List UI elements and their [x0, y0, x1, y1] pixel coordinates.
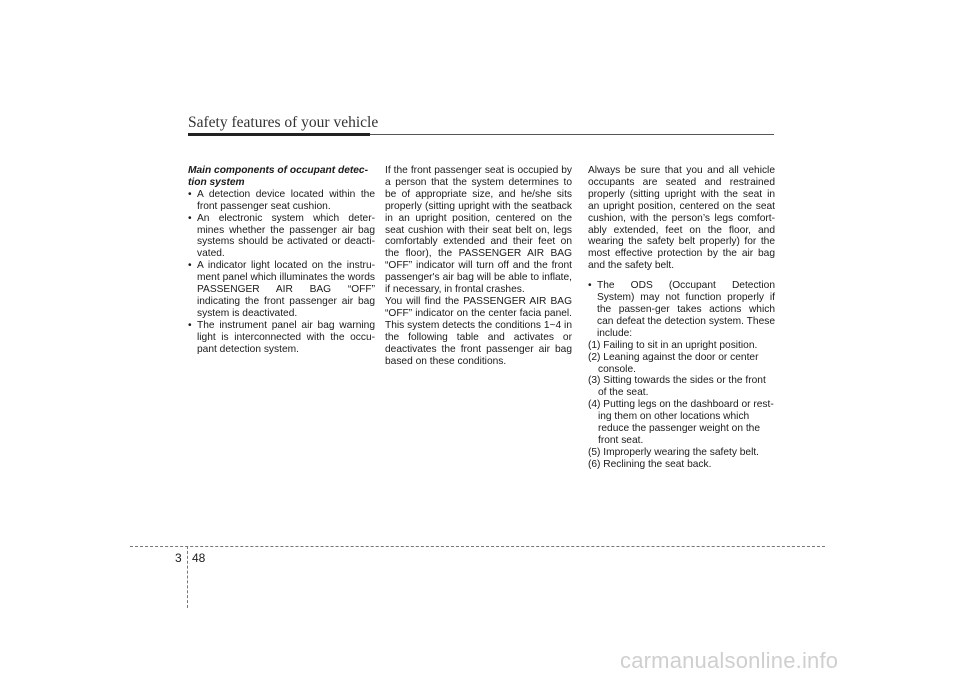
numbered-item: (6) Reclining the seat back. — [588, 458, 712, 470]
watermark: carmanualsonline.info — [620, 648, 839, 673]
numbered-item: (1) Failing to sit in an upright position. — [588, 339, 758, 351]
paragraph: If the front passenger seat is occupied by a person that the system determines to be of appropriate size, and he/she sits properly (sitting upright with the seatback in an upright position, centered on the seat cushion with their seat belt on, legs comfortably extended and their feet on the floor), the PASSENGER AIR BAG “OFF” indicator will turn off and the front passenger's air bag will be able to inflate, if necessary, in frontal crashes. — [385, 165, 572, 296]
header-bar — [188, 133, 370, 136]
numbered-item: (4) Putting legs on the dashboard or rest-ing them on other locations which reduce the passenger weight on the front seat. — [588, 399, 774, 446]
page-number: 48 — [192, 551, 206, 565]
paragraph: Always be sure that you and all vehicle occupants are seated and restrained properly (sitting upright with the seat in an upright position, centered on the seat cushion, with the person’s legs comfort-ably extended, feet on the floor, and wearing the safety belt properly) for the most effective protection by the air bag and the safety belt. — [588, 165, 775, 272]
chapter-number: 3 — [175, 551, 182, 565]
bullet-item: • The instrument panel air bag warning light is interconnected with the occu-pant detection system. — [188, 320, 375, 356]
column-2 — [385, 165, 572, 367]
paragraph: You will find the PASSENGER AIR BAG “OFF” indicator on the center facia panel. This system detects the conditions 1~4 in the following table and activates or deactivates the front passenger air bag based on these conditions. — [385, 295, 572, 367]
column-1 — [188, 165, 375, 356]
bullet-item: • A detection device located within the front passenger seat cushion. — [188, 189, 375, 213]
section-heading: Main components of occupant detec-tion system — [188, 165, 368, 188]
page-header-title: Safety features of your vehicle — [188, 114, 379, 131]
footer-divider — [187, 546, 188, 608]
bullet-item: • The ODS (Occupant Detection System) may not function properly if the passen-ger takes actions which can defeat the detection system. These include: — [588, 280, 775, 340]
bullet-item: • A indicator light located on the instru-ment panel which illuminates the words PASSENGER AIR BAG “OFF” indicating the front passenger air bag system is deactivated. — [188, 260, 375, 320]
header-rule — [370, 134, 774, 135]
column-3 — [588, 165, 775, 471]
numbered-item: (3) Sitting towards the sides or the front of the seat. — [588, 375, 766, 399]
bullet-item: • An electronic system which deter-mines whether the passenger air bag systems should be activated or deacti-vated. — [188, 213, 375, 261]
numbered-item: (2) Leaning against the door or center console. — [588, 351, 759, 375]
numbered-item: (5) Improperly wearing the safety belt. — [588, 446, 759, 458]
footer-rule — [130, 546, 825, 547]
